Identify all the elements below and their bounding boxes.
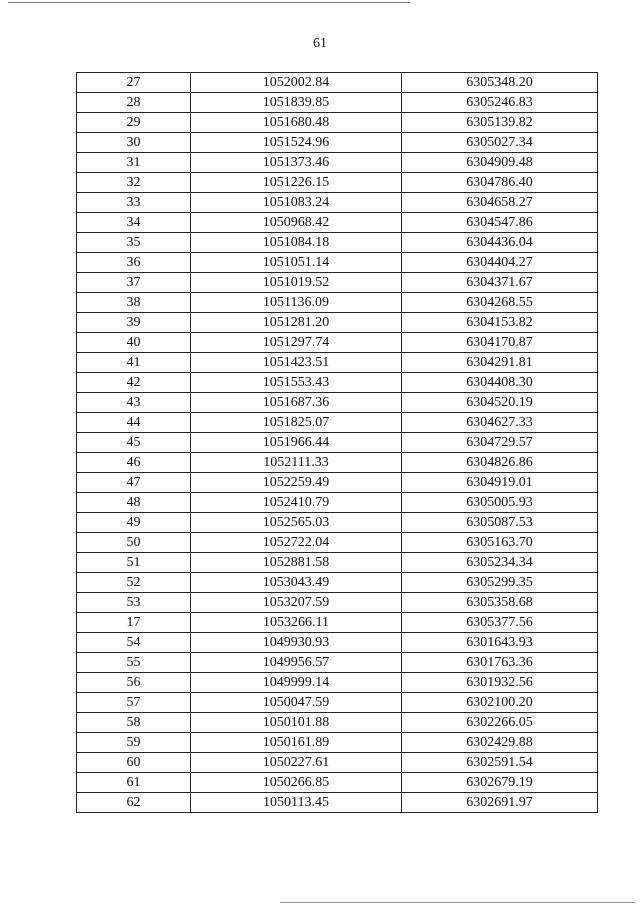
- point-number-cell: 31: [77, 153, 191, 173]
- x-coordinate-cell: 1050113.45: [191, 793, 402, 813]
- y-coordinate-cell: 6304170.87: [402, 333, 598, 353]
- y-coordinate-cell: 6305299.35: [402, 573, 598, 593]
- table-row: [77, 193, 598, 213]
- x-coordinate-cell: 1051825.07: [191, 413, 402, 433]
- point-number-cell: 61: [77, 773, 191, 793]
- table-row: [77, 593, 598, 613]
- y-coordinate-cell: 6305087.53: [402, 513, 598, 533]
- x-coordinate-cell: 1050161.89: [191, 733, 402, 753]
- table-row: [77, 233, 598, 253]
- point-number-cell: 37: [77, 273, 191, 293]
- x-coordinate-cell: 1052722.04: [191, 533, 402, 553]
- x-coordinate-cell: 1050968.42: [191, 213, 402, 233]
- table-row: [77, 313, 598, 333]
- y-coordinate-cell: 6302591.54: [402, 753, 598, 773]
- table-row: [77, 673, 598, 693]
- point-number-cell: 60: [77, 753, 191, 773]
- table-row: [77, 773, 598, 793]
- table-row: [77, 533, 598, 553]
- table-row: [77, 733, 598, 753]
- point-number-cell: 51: [77, 553, 191, 573]
- table-row: [77, 713, 598, 733]
- point-number-cell: 57: [77, 693, 191, 713]
- y-coordinate-cell: 6302679.19: [402, 773, 598, 793]
- x-coordinate-cell: 1049930.93: [191, 633, 402, 653]
- y-coordinate-cell: 6304919.01: [402, 473, 598, 493]
- table-row: [77, 373, 598, 393]
- x-coordinate-cell: 1051226.15: [191, 173, 402, 193]
- y-coordinate-cell: 6302691.97: [402, 793, 598, 813]
- y-coordinate-cell: 6302266.05: [402, 713, 598, 733]
- table-row: [77, 633, 598, 653]
- x-coordinate-cell: 1052002.84: [191, 73, 402, 93]
- y-coordinate-cell: 6301643.93: [402, 633, 598, 653]
- y-coordinate-cell: 6304547.86: [402, 213, 598, 233]
- x-coordinate-cell: 1049956.57: [191, 653, 402, 673]
- scan-edge-bottom: [280, 902, 635, 903]
- point-number-cell: 59: [77, 733, 191, 753]
- y-coordinate-cell: 6304627.33: [402, 413, 598, 433]
- x-coordinate-cell: 1052881.58: [191, 553, 402, 573]
- x-coordinate-cell: 1051839.85: [191, 93, 402, 113]
- x-coordinate-cell: 1053266.11: [191, 613, 402, 633]
- table-row: [77, 153, 598, 173]
- table-row: [77, 573, 598, 593]
- table-row: [77, 213, 598, 233]
- table-row: [77, 553, 598, 573]
- point-number-cell: 40: [77, 333, 191, 353]
- x-coordinate-cell: 1051281.20: [191, 313, 402, 333]
- point-number-cell: 39: [77, 313, 191, 333]
- table-row: [77, 173, 598, 193]
- y-coordinate-cell: 6302429.88: [402, 733, 598, 753]
- table-row: [77, 413, 598, 433]
- x-coordinate-cell: 1051524.96: [191, 133, 402, 153]
- table-row: [77, 253, 598, 273]
- table-row: [77, 113, 598, 133]
- y-coordinate-cell: 6305027.34: [402, 133, 598, 153]
- point-number-cell: 41: [77, 353, 191, 373]
- y-coordinate-cell: 6304408.30: [402, 373, 598, 393]
- x-coordinate-cell: 1053207.59: [191, 593, 402, 613]
- page-number: 61: [313, 36, 327, 51]
- y-coordinate-cell: 6305139.82: [402, 113, 598, 133]
- y-coordinate-cell: 6304520.19: [402, 393, 598, 413]
- x-coordinate-cell: 1053043.49: [191, 573, 402, 593]
- point-number-cell: 44: [77, 413, 191, 433]
- point-number-cell: 17: [77, 613, 191, 633]
- point-number-cell: 30: [77, 133, 191, 153]
- point-number-cell: 42: [77, 373, 191, 393]
- y-coordinate-cell: 6305234.34: [402, 553, 598, 573]
- point-number-cell: 54: [77, 633, 191, 653]
- x-coordinate-cell: 1051019.52: [191, 273, 402, 293]
- y-coordinate-cell: 6304436.04: [402, 233, 598, 253]
- point-number-cell: 56: [77, 673, 191, 693]
- point-number-cell: 50: [77, 533, 191, 553]
- table-row: [77, 353, 598, 373]
- table-row: [77, 333, 598, 353]
- table-row: [77, 273, 598, 293]
- y-coordinate-cell: 6304404.27: [402, 253, 598, 273]
- point-number-cell: 58: [77, 713, 191, 733]
- x-coordinate-cell: 1050266.85: [191, 773, 402, 793]
- table-row: [77, 73, 598, 93]
- y-coordinate-cell: 6305246.83: [402, 93, 598, 113]
- table-row: [77, 133, 598, 153]
- point-number-cell: 53: [77, 593, 191, 613]
- point-number-cell: 43: [77, 393, 191, 413]
- coordinates-table: [76, 72, 598, 813]
- table-row: [77, 473, 598, 493]
- table-row: [77, 293, 598, 313]
- x-coordinate-cell: 1052259.49: [191, 473, 402, 493]
- y-coordinate-cell: 6301763.36: [402, 653, 598, 673]
- x-coordinate-cell: 1052410.79: [191, 493, 402, 513]
- x-coordinate-cell: 1051687.36: [191, 393, 402, 413]
- x-coordinate-cell: 1051553.43: [191, 373, 402, 393]
- point-number-cell: 47: [77, 473, 191, 493]
- point-number-cell: 48: [77, 493, 191, 513]
- y-coordinate-cell: 6304786.40: [402, 173, 598, 193]
- y-coordinate-cell: 6304729.57: [402, 433, 598, 453]
- x-coordinate-cell: 1052111.33: [191, 453, 402, 473]
- y-coordinate-cell: 6305358.68: [402, 593, 598, 613]
- y-coordinate-cell: 6305163.70: [402, 533, 598, 553]
- y-coordinate-cell: 6305348.20: [402, 73, 598, 93]
- x-coordinate-cell: 1051136.09: [191, 293, 402, 313]
- point-number-cell: 32: [77, 173, 191, 193]
- y-coordinate-cell: 6305377.56: [402, 613, 598, 633]
- point-number-cell: 35: [77, 233, 191, 253]
- x-coordinate-cell: 1051051.14: [191, 253, 402, 273]
- y-coordinate-cell: 6304153.82: [402, 313, 598, 333]
- x-coordinate-cell: 1051297.74: [191, 333, 402, 353]
- scan-edge-top: [8, 2, 410, 3]
- point-number-cell: 49: [77, 513, 191, 533]
- point-number-cell: 62: [77, 793, 191, 813]
- point-number-cell: 46: [77, 453, 191, 473]
- table-row: [77, 693, 598, 713]
- y-coordinate-cell: 6304909.48: [402, 153, 598, 173]
- x-coordinate-cell: 1051680.48: [191, 113, 402, 133]
- table-row: [77, 433, 598, 453]
- point-number-cell: 36: [77, 253, 191, 273]
- y-coordinate-cell: 6304826.86: [402, 453, 598, 473]
- x-coordinate-cell: 1049999.14: [191, 673, 402, 693]
- x-coordinate-cell: 1051373.46: [191, 153, 402, 173]
- point-number-cell: 33: [77, 193, 191, 213]
- y-coordinate-cell: 6301932.56: [402, 673, 598, 693]
- point-number-cell: 34: [77, 213, 191, 233]
- point-number-cell: 38: [77, 293, 191, 313]
- x-coordinate-cell: 1051423.51: [191, 353, 402, 373]
- point-number-cell: 45: [77, 433, 191, 453]
- coordinates-table-body: [77, 73, 598, 813]
- table-row: [77, 493, 598, 513]
- table-row: [77, 793, 598, 813]
- x-coordinate-cell: 1050047.59: [191, 693, 402, 713]
- y-coordinate-cell: 6305005.93: [402, 493, 598, 513]
- table-row: [77, 613, 598, 633]
- table-row: [77, 653, 598, 673]
- table-row: [77, 753, 598, 773]
- x-coordinate-cell: 1051084.18: [191, 233, 402, 253]
- x-coordinate-cell: 1051966.44: [191, 433, 402, 453]
- point-number-cell: 55: [77, 653, 191, 673]
- table-row: [77, 93, 598, 113]
- point-number-cell: 52: [77, 573, 191, 593]
- y-coordinate-cell: 6304268.55: [402, 293, 598, 313]
- x-coordinate-cell: 1050227.61: [191, 753, 402, 773]
- table-row: [77, 513, 598, 533]
- x-coordinate-cell: 1051083.24: [191, 193, 402, 213]
- y-coordinate-cell: 6304291.81: [402, 353, 598, 373]
- y-coordinate-cell: 6304658.27: [402, 193, 598, 213]
- table-row: [77, 453, 598, 473]
- x-coordinate-cell: 1050101.88: [191, 713, 402, 733]
- y-coordinate-cell: 6302100.20: [402, 693, 598, 713]
- x-coordinate-cell: 1052565.03: [191, 513, 402, 533]
- point-number-cell: 28: [77, 93, 191, 113]
- table-row: [77, 393, 598, 413]
- y-coordinate-cell: 6304371.67: [402, 273, 598, 293]
- point-number-cell: 27: [77, 73, 191, 93]
- point-number-cell: 29: [77, 113, 191, 133]
